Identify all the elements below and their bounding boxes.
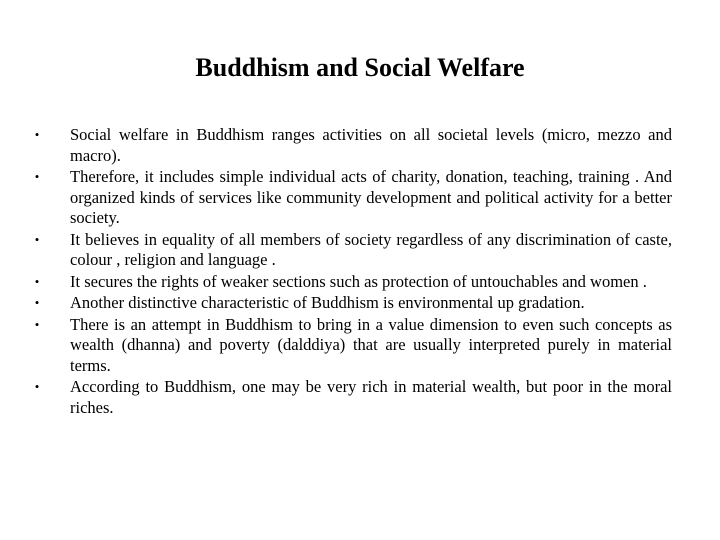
bullet-dot-icon: •: [34, 273, 40, 289]
bullet-text: According to Buddhism, one may be very rich in material wealth, but poor in the moral riches.: [70, 377, 672, 417]
bullet-list: [30, 125, 672, 419]
bullet-dot-icon: •: [34, 379, 40, 394]
bullet-item: [30, 230, 672, 271]
bullet-text: There is an attempt in Buddhism to bring in a value dimension to even such concepts as wealth (dhanna) and poverty (dalddiya) that are usually interpreted purely in material terms.: [70, 314, 672, 375]
bullet-item: [30, 125, 672, 166]
bullet-text: It believes in equality of all members of society regardless of any discrimination of caste, colour , religion and language .: [70, 229, 672, 269]
bullet-text: Therefore, it includes simple individual acts of charity, donation, teaching, training . And organized kinds of services like community development and political activity for a better society.: [70, 167, 672, 227]
slide-title: Buddhism and Social Welfare: [195, 53, 525, 82]
bullet-text: Another distinctive characteristic of Buddhism is environmental up gradation.: [70, 293, 585, 312]
bullet-item: [30, 377, 672, 418]
bullet-text: It secures the rights of weaker sections such as protection of untouchables and women .: [70, 271, 647, 291]
bullet-item: [30, 167, 672, 229]
bullet-item: [30, 293, 672, 314]
bullet-dot-icon: •: [34, 295, 40, 310]
bullet-item: [30, 315, 672, 377]
bullet-dot-icon: •: [34, 169, 40, 184]
bullet-dot-icon: •: [34, 231, 40, 247]
bullet-text: Social welfare in Buddhism ranges activities on all societal levels (micro, mezzo and macro).: [70, 125, 672, 165]
bullet-item: [30, 272, 672, 293]
bullet-dot-icon: •: [34, 316, 40, 332]
bullet-dot-icon: •: [34, 127, 40, 142]
